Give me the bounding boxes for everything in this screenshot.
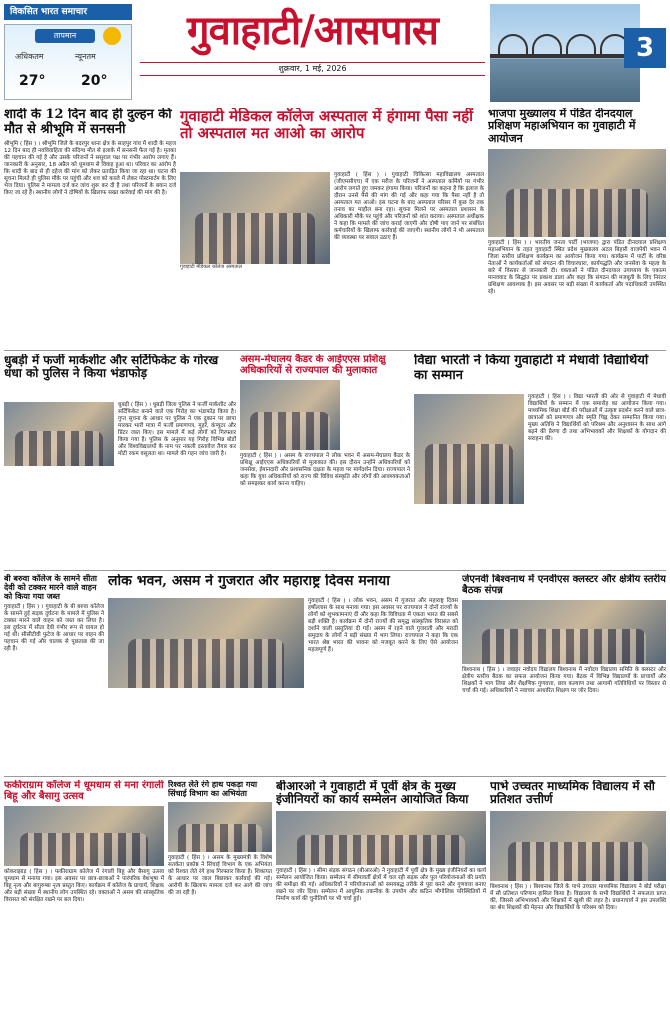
brand-strip: विकसित भारत समाचार — [4, 4, 132, 20]
min-temp-label: न्यूनतम — [75, 52, 96, 61]
story-body: गुवाहाटी ( हिंस ) । लोक भवन, असम में गुजरात और महाराष्ट्र दिवस हर्षोल्लास के साथ मनाया गया। इस अवसर पर राज्यपाल ने दोनों राज्यों के लोगों को शुभकामनाएं दीं और कहा कि विविधता में एकता भारत की सबसे बड़ी शक्ति है। कार्यक्रम में दोनों राज्यों की समृद्ध सांस्कृतिक विरासत को दर्शाने वाली प्रस्तुतियां दी गईं। असम में रहने वाले गुजराती और मराठी समुदाय के लोगों ने बड़ी संख्या में भाग लिया। राज्यपाल ने कहा कि एक भारत श्रेष्ठ भारत की भावना को मजबूत करने के लिए ऐसे आयोजन महत्वपूर्ण हैं। — [308, 598, 458, 653]
title-box — [140, 6, 485, 56]
headline: गुवाहाटी मेडिकल कॉलेज अस्पताल में हंगामा पैसा नहीं तो अस्पताल मत आओ का आरोप — [180, 108, 474, 142]
headline: रिश्वत लेते रंगे हाथ पकड़ा गया सिंचाई विभाग का अभियंता — [168, 780, 258, 798]
max-temp-label: अधिकतम — [15, 52, 44, 61]
story-bro — [276, 780, 486, 1020]
lok-bhavan-photo — [108, 598, 304, 688]
story-body: गुवाहाटी ( हिंस ) । गुवाहाटी के बी बरुवा कॉलेज के सामने हुई सड़क दुर्घटना के मामले में पुलिस ने टक्कर मारने वाले वाहन को जब्त कर लिया है। इस दुर्घटना में सीता देवी गंभीर रूप से घायल हो गई थीं। सीसीटीवी फुटेज के आधार पर वाहन की पहचान की गई और चालक से पूछताछ की जा रही है। — [4, 603, 104, 652]
gmch-photo — [180, 172, 330, 264]
weather-title: तापमान — [35, 29, 95, 43]
min-temp: 20° — [81, 73, 108, 89]
story-body: गुवाहाटी ( हिंस ) । असम के मुख्यमंत्री के विशेष सतर्कता प्रकोष्ठ ने सिंचाई विभाग के एक अभियंता को रिश्वत लेते रंगे हाथ गिरफ्तार किया है। शिकायत के आधार पर जाल बिछाकर कार्रवाई की गई। आरोपी के खिलाफ मामला दर्ज कर आगे की जांच की जा रही है। — [168, 854, 272, 896]
bro-photo — [276, 811, 486, 865]
story-body: गुवाहाटी ( हिंस ) । भारतीय जनता पार्टी (भाजपा) द्वारा पंडित दीनदयाल प्रशिक्षण महाअभियान के तहत गुवाहाटी स्थित प्रदेश मुख्यालय अटल बिहारी वाजपेयी भवन में जिला स्तरीय प्रशिक्षण कार्यक्रम का आयोजन किया गया। कार्यक्रम में पार्टी के वरिष्ठ नेताओं ने कार्यकर्ताओं को संगठन की विचारधारा, कार्यपद्धति और जनसेवा के महत्व के बारे में विस्तार से जानकारी दी। वक्ताओं ने पंडित दीनदयाल उपाध्याय के एकात्म मानववाद के सिद्धांत पर प्रकाश डाला और कहा कि संगठन की मजबूती के लिए निरंतर प्रशिक्षण आवश्यक है। इस अवसर पर बड़ी संख्या में कार्यकर्ता और पदाधिकारी उपस्थित रहे। — [488, 239, 666, 295]
story-dulhan — [4, 108, 176, 348]
headline: भाजपा मुख्यालय में पंडित दीनदयाल प्रशिक्षण महाअभियान का गुवाहाटी में आयोजन — [488, 108, 636, 145]
story-accident — [4, 574, 104, 774]
divider — [4, 350, 666, 351]
story-pabhe-school — [490, 780, 666, 1020]
bridge-photo — [490, 4, 640, 102]
divider — [4, 570, 666, 571]
story-gmch — [180, 108, 484, 348]
story-body: गुवाहाटी ( हिंस ) । असम के राज्यपाल ने लोक भवन में असम-मेघालय कैडर के प्रशिक्षु आईएएस अधिकारियों से मुलाकात की। इस दौरान उन्होंने अधिकारियों को जनसेवा, ईमानदारी और प्रशासनिक दक्षता के महत्व पर मार्गदर्शन दिया। राज्यपाल ने कहा कि युवा अधिकारियों को राज्य की विविध संस्कृति और लोगों की आवश्यकताओं को समझकर कार्य करना चाहिए। — [240, 453, 410, 488]
headline: बीआरओ ने गुवाहाटी में पूर्वी क्षेत्र के मुख्य इंजीनियरों का कार्य सम्मेलन आयोजित किया — [276, 780, 469, 807]
story-body: श्रीभूमि ( हिंस ) । श्रीभूमि जिले के बदरपुर थाना क्षेत्र के साहपुर गांव में शादी के महज 12 दिन बाद ही नवविवाहिता की संदिग्ध मौत से इलाके में सनसनी फैल गई है। मृतका की पहचान की गई है और उसके परिजनों ने ससुराल पक्ष पर गंभीर आरोप लगाए हैं। जानकारी के अनुसार, 18 अप्रैल को धूमधाम से विवाह हुआ था। परिवार का आरोप है कि शादी के बाद से ही दहेज की मांग को लेकर प्रताड़ित किया जा रहा था। घटना की सूचना मिलते ही पुलिस मौके पर पहुंची और शव को कब्जे में लेकर पोस्टमार्टम के लिए भेज दिया। पुलिस ने मामला दर्ज कर जांच शुरू कर दी है तथा परिजनों के बयान दर्ज किए जा रहे हैं। स्थानीय लोगों ने दोषियों के खिलाफ सख्त कार्रवाई की मांग की है। — [4, 141, 176, 197]
masthead — [0, 0, 670, 104]
story-vidya-bharati — [414, 354, 666, 568]
jnv-photo — [462, 600, 666, 664]
story-lok-bhavan — [108, 574, 458, 774]
story-ias-governor — [240, 354, 410, 568]
governor-photo — [240, 380, 340, 450]
headline: विद्या भारती ने किया गुवाहाटी में मेधावी विद्यार्थियों का सम्मान — [414, 354, 649, 383]
story-body: गुवाहाटी ( हिंस ) । सीमा सड़क संगठन (बीआरओ) ने गुवाहाटी में पूर्वी क्षेत्र के मुख्य इंजीनियरों का कार्य सम्मेलन आयोजित किया। सम्मेलन में सीमावर्ती क्षेत्रों में चल रही सड़क और पुल परियोजनाओं की प्रगति की समीक्षा की गई। अधिकारियों ने परियोजनाओं को समयबद्ध तरीके से पूरा करने और गुणवत्ता बनाए रखने पर जोर दिया। सम्मेलन में आधुनिक तकनीक के उपयोग और कठिन भौगोलिक परिस्थितियों में निर्माण कार्य की चुनौतियों पर भी चर्चा हुई। — [276, 867, 486, 902]
headline: लोक भवन, असम ने गुजरात और महाराष्ट्र दिवस मनाया — [108, 574, 390, 589]
story-fake-marksheet — [4, 354, 236, 568]
photo-caption: गुवाहाटी मेडिकल कॉलेज अस्पताल — [180, 264, 242, 270]
story-body: गुवाहाटी ( हिंस ) । गुवाहाटी चिकित्सा महाविद्यालय अस्पताल (जीएमसीएच) में एक मरीज के परिजनों ने अस्पताल कर्मियों पर गंभीर आरोप लगाते हुए जमकर हंगामा किया। परिजनों का कहना है कि इलाज के दौरान उनसे पैसे की मांग की गई और कहा गया कि पैसा नहीं है तो अस्पताल मत आओ। इस घटना के बाद अस्पताल परिसर में कुछ देर तक तनाव का माहौल बना रहा। सूचना मिलने पर अस्पताल प्रशासन के अधिकारी मौके पर पहुंचे और परिजनों को शांत कराया। अस्पताल अधीक्षक ने कहा कि मामले की जांच कराई जाएगी और दोषी पाए जाने पर संबंधित कर्मचारियों के खिलाफ कार्रवाई की जाएगी। स्थानीय लोगों ने भी अस्पताल की व्यवस्था पर सवाल उठाए हैं। — [334, 172, 484, 241]
story-body: धुबड़ी ( हिंस ) । धुबड़ी जिला पुलिस ने फर्जी मार्कशीट और सर्टिफिकेट बनाने वाले एक गिरोह का भंडाफोड़ किया है। गुप्त सूचना के आधार पर पुलिस ने एक दुकान पर छापा मारकर भारी मात्रा में फर्जी प्रमाणपत्र, मुहरें, कंप्यूटर और प्रिंटर जब्त किए। इस मामले में कई लोगों को गिरफ्तार किया गया है। पुलिस के अनुसार यह गिरोह विभिन्न बोर्डों और विश्वविद्यालयों के नाम पर नकली दस्तावेज तैयार कर मोटी रकम वसूलता था। मामले की गहन जांच जारी है। — [118, 402, 236, 457]
date-line: शुक्रवार, 1 मई, 2026 — [140, 62, 485, 76]
dhubri-photo — [4, 402, 114, 466]
sun-icon — [103, 27, 121, 45]
story-jnv — [462, 574, 666, 774]
story-body: गुवाहाटी ( हिंस ) । विद्या भारती की ओर से गुवाहाटी में मेधावी विद्यार्थियों के सम्मान में एक समारोह का आयोजन किया गया। माध्यमिक शिक्षा बोर्ड की परीक्षाओं में उत्कृष्ट प्रदर्शन करने वाले छात्र-छात्राओं को प्रमाणपत्र और स्मृति चिह्न देकर सम्मानित किया गया। मुख्य अतिथि ने विद्यार्थियों को परिश्रम और अनुशासन के साथ आगे बढ़ने की प्रेरणा दी तथा अभिभावकों और शिक्षकों के योगदान की सराहना की। — [528, 394, 666, 442]
headline: असम-मेघालय कैडर के आईएएस प्रशिक्षु अधिकारियों से राज्यपाल की मुलाकात — [240, 354, 386, 377]
headline: बी बरुवा कॉलेज के सामने सीता देवी को टक्कर मारने वाले वाहन को किया गया जब्त — [4, 574, 97, 601]
story-bihu — [4, 780, 164, 1020]
bihu-photo — [4, 806, 164, 866]
max-temp: 27° — [19, 73, 46, 89]
page-number: 3 — [624, 28, 666, 68]
bribe-photo — [168, 802, 272, 852]
weather-box — [4, 24, 132, 100]
divider — [4, 776, 666, 777]
page-title: गुवाहाटी/आसपास — [187, 7, 438, 54]
story-body: बिश्वनाथ ( हिंस ) । जवाहर नवोदय विद्यालय बिश्वनाथ में नवोदय विद्यालय समिति के क्लस्टर और क्षेत्रीय स्तरीय बैठक का सफल आयोजन किया गया। बैठक में विभिन्न विद्यालयों के प्राचार्यों और शिक्षकों ने भाग लिया और शैक्षणिक गुणवत्ता, छात्र कल्याण तथा आगामी गतिविधियों पर विस्तार से चर्चा की गई। अधिकारियों ने नवाचार आधारित शिक्षण पर जोर दिया। — [462, 667, 666, 695]
bjp-photo — [488, 149, 666, 237]
story-bribe — [168, 780, 272, 1020]
headline: शादी के 12 दिन बाद ही दुल्हन की मौत से श्रीभूमि में सनसनी — [4, 108, 172, 137]
school-photo — [490, 811, 666, 881]
students-photo — [414, 394, 524, 504]
story-bjp-training — [488, 108, 666, 348]
story-body: बिश्वनाथ ( हिंस ) । बिश्वनाथ जिले के पाभे उच्चतर माध्यमिक विद्यालय ने बोर्ड परीक्षा में सौ प्रतिशत परिणाम हासिल किया है। विद्यालय के सभी विद्यार्थियों ने सफलता प्राप्त की, जिससे अभिभावकों और शिक्षकों में खुशी की लहर है। प्रधानाचार्य ने इस उपलब्धि का श्रेय शिक्षकों की मेहनत और विद्यार्थियों के परिश्रम को दिया। — [490, 883, 666, 911]
headline: फकीराग्राम कॉलेज में धूमधाम से मना रंगाली बिहू और बैसागु उत्सव — [4, 780, 164, 803]
headline: जेएनवी बिश्वनाथ में एनवीएस क्लस्टर और क्षेत्रीय स्तरीय बैठक संपन्न — [462, 574, 666, 597]
headline: धुबड़ी में फर्जी मार्कशीट और सर्टिफिकेट के गोरख धंधा को पुलिस ने किया भंडाफोड़ — [4, 354, 219, 381]
story-body: कोकराझाड़ ( हिंस ) । फकीराग्राम कॉलेज में रंगाली बिहू और बैसागु उत्सव धूमधाम से मनाया गया। इस अवसर पर छात्र-छात्राओं ने पारंपरिक वेशभूषा में बिहू नृत्य और बागुरुम्बा नृत्य प्रस्तुत किए। कार्यक्रम में कॉलेज के प्राचार्य, शिक्षक और बड़ी संख्या में स्थानीय लोग उपस्थित रहे। वक्ताओं ने असम की सांस्कृतिक विरासत को संरक्षित रखने पर बल दिया। — [4, 869, 164, 904]
headline: पाभे उच्चतर माध्यमिक विद्यालय में सौ प्रतिशत उत्तीर्ण — [490, 780, 655, 807]
